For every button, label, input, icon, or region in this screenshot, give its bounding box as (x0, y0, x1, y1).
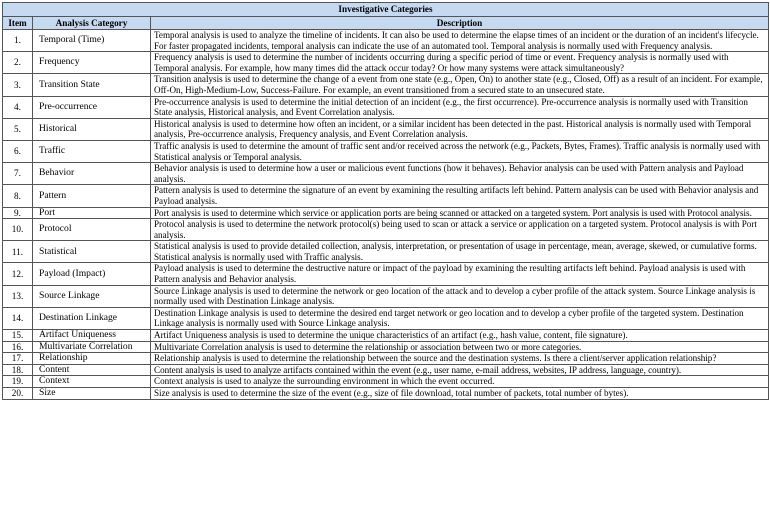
table-row (3, 118, 769, 140)
table-row (3, 307, 769, 329)
row-analysis-category: Payload (Impact) (33, 263, 151, 285)
investigative-categories-table (2, 2, 769, 400)
row-item-number: 2. (3, 52, 33, 74)
row-description: Port analysis is used to determine which service or application ports are being scanned or attacked on a targeted system. Port analysis is used with Protocol analysis. (151, 207, 769, 219)
row-analysis-category: Artifact Uniqueness (33, 330, 151, 342)
table-row (3, 330, 769, 342)
row-analysis-category: Transition State (33, 74, 151, 96)
row-description: Multivariate Correlation analysis is used to determine the relationship or association between two or more categories. (151, 341, 769, 353)
table-row (3, 207, 769, 219)
row-description: Behavior analysis is used to determine how a user or malicious event functions (how it behaves). Behavior analysis can be used with Pattern analysis and Payload analysis. (151, 163, 769, 185)
table-row (3, 140, 769, 162)
table-row (3, 163, 769, 185)
table-row (3, 364, 769, 376)
row-item-number: 15. (3, 330, 33, 342)
row-description: Statistical analysis is used to provide detailed collection, analysis, interpretation, or presentation of usage in percentage, mean, average, skewed, or cumulative forms. Statistical analysis is normally used with Traffic analysis. (151, 241, 769, 263)
row-analysis-category: Traffic (33, 140, 151, 162)
row-analysis-category: Source Linkage (33, 285, 151, 307)
row-analysis-category: Context (33, 376, 151, 388)
row-description: Transition analysis is used to determine the change of a event from one state (e.g., Open, On) to another state (e.g., Closed, Off) as a result of an incident. For example, Off-On, High-Medium-Low, Success-Failure. For example, an event transitioned from a secured state to an unsecured state. (151, 74, 769, 96)
row-analysis-category: Frequency (33, 52, 151, 74)
table-body (3, 30, 769, 400)
row-description: Pre-occurrence analysis is used to determine the initial detection of an incident (e.g., the first occurrence). Pre-occurrence analysis is normally used with Transition State analysis, Historical analysis, and Event Correlation analysis. (151, 96, 769, 118)
row-analysis-category: Multivariate Correlation (33, 341, 151, 353)
row-analysis-category: Pre-occurrence (33, 96, 151, 118)
row-analysis-category: Size (33, 388, 151, 400)
row-description: Payload analysis is used to determine the destructive nature or impact of the payload by examining the resulting artifacts left behind. Payload analysis is used with Pattern analysis and Behavior analysis. (151, 263, 769, 285)
table-row (3, 341, 769, 353)
row-description: Destination Linkage analysis is used to determine the desired end target network or geo location and to develop a cyber profile of the targeted system. Destination Linkage analysis is normally used with Source Linkage analysis. (151, 307, 769, 329)
row-item-number: 6. (3, 140, 33, 162)
table-row (3, 52, 769, 74)
row-analysis-category: Pattern (33, 185, 151, 207)
row-description: Size analysis is used to determine the size of the event (e.g., size of file download, total number of packets, total number of bytes). (151, 388, 769, 400)
row-item-number: 19. (3, 376, 33, 388)
row-item-number: 5. (3, 118, 33, 140)
row-description: Relationship analysis is used to determine the relationship between the source and the destination systems. Is there a client/server application relationship? (151, 353, 769, 365)
row-item-number: 18. (3, 364, 33, 376)
row-analysis-category: Historical (33, 118, 151, 140)
investigative-categories-table-wrapper (2, 2, 768, 400)
header-item: Item (3, 17, 33, 30)
row-description: Content analysis is used to analyze artifacts contained within the event (e.g., user name, e-mail address, websites, IP address, language, country). (151, 364, 769, 376)
row-item-number: 14. (3, 307, 33, 329)
row-description: Frequency analysis is used to determine the number of incidents occurring during a specific period of time or event. Frequency analysis is normally used with Temporal analysis. For example, how many times did the attack occur today? Or how many systems were attack simultaneously? (151, 52, 769, 74)
row-description: Artifact Uniqueness analysis is used to determine the unique characteristics of an artifact (e.g., hash value, content, file signature). (151, 330, 769, 342)
row-item-number: 9. (3, 207, 33, 219)
row-item-number: 3. (3, 74, 33, 96)
row-item-number: 13. (3, 285, 33, 307)
row-item-number: 11. (3, 241, 33, 263)
row-analysis-category: Temporal (Time) (33, 30, 151, 52)
row-analysis-category: Behavior (33, 163, 151, 185)
table-row (3, 388, 769, 400)
row-description: Traffic analysis is used to determine the amount of traffic sent and/or received across the network (e.g., Packets, Bytes, Frames). Traffic analysis is normally used with Statistical analysis or Temporal analysis. (151, 140, 769, 162)
row-item-number: 20. (3, 388, 33, 400)
row-item-number: 7. (3, 163, 33, 185)
table-row (3, 96, 769, 118)
row-analysis-category: Protocol (33, 219, 151, 241)
table-row (3, 185, 769, 207)
row-analysis-category: Relationship (33, 353, 151, 365)
table-title: Investigative Categories (3, 3, 769, 17)
row-description: Historical analysis is used to determine how often an incident, or a similar incident has been detected in the past. Historical analysis is normally used with Temporal analysis, Pre-occurrence analysis, Frequency analysis, and Event Correlation analysis. (151, 118, 769, 140)
header-analysis-category: Analysis Category (33, 17, 151, 30)
table-row (3, 263, 769, 285)
row-item-number: 1. (3, 30, 33, 52)
row-analysis-category: Content (33, 364, 151, 376)
row-item-number: 12. (3, 263, 33, 285)
table-row (3, 74, 769, 96)
row-description: Pattern analysis is used to determine the signature of an event by examining the resulting artifacts left behind. Pattern analysis can be used with Behavior analysis and Payload analysis. (151, 185, 769, 207)
row-analysis-category: Destination Linkage (33, 307, 151, 329)
row-description: Protocol analysis is used to determine the network protocol(s) being used to scan or attack a service or application on a targeted system. Protocol analysis is with Port analysis. (151, 219, 769, 241)
row-description: Context analysis is used to analyze the surrounding environment in which the event occurred. (151, 376, 769, 388)
row-item-number: 10. (3, 219, 33, 241)
row-analysis-category: Statistical (33, 241, 151, 263)
table-row (3, 376, 769, 388)
row-description: Temporal analysis is used to analyze the timeline of incidents. It can also be used to determine the elapse times of an incident or the duration of an incident's lifecycle. For faster propagated incidents, temporal analysis can indicate the use of an automated tool. Temporal analysis is normally used with Frequency analysis. (151, 30, 769, 52)
row-description: Source Linkage analysis is used to determine the network or geo location of the attack and to develop a cyber profile of the attack system. Source Linkage analysis is normally used with Destination Linkage analysis. (151, 285, 769, 307)
row-item-number: 17. (3, 353, 33, 365)
table-row (3, 285, 769, 307)
table-row (3, 30, 769, 52)
row-analysis-category: Port (33, 207, 151, 219)
row-item-number: 4. (3, 96, 33, 118)
table-row (3, 219, 769, 241)
header-description: Description (151, 17, 769, 30)
table-row (3, 353, 769, 365)
table-row (3, 241, 769, 263)
row-item-number: 8. (3, 185, 33, 207)
row-item-number: 16. (3, 341, 33, 353)
